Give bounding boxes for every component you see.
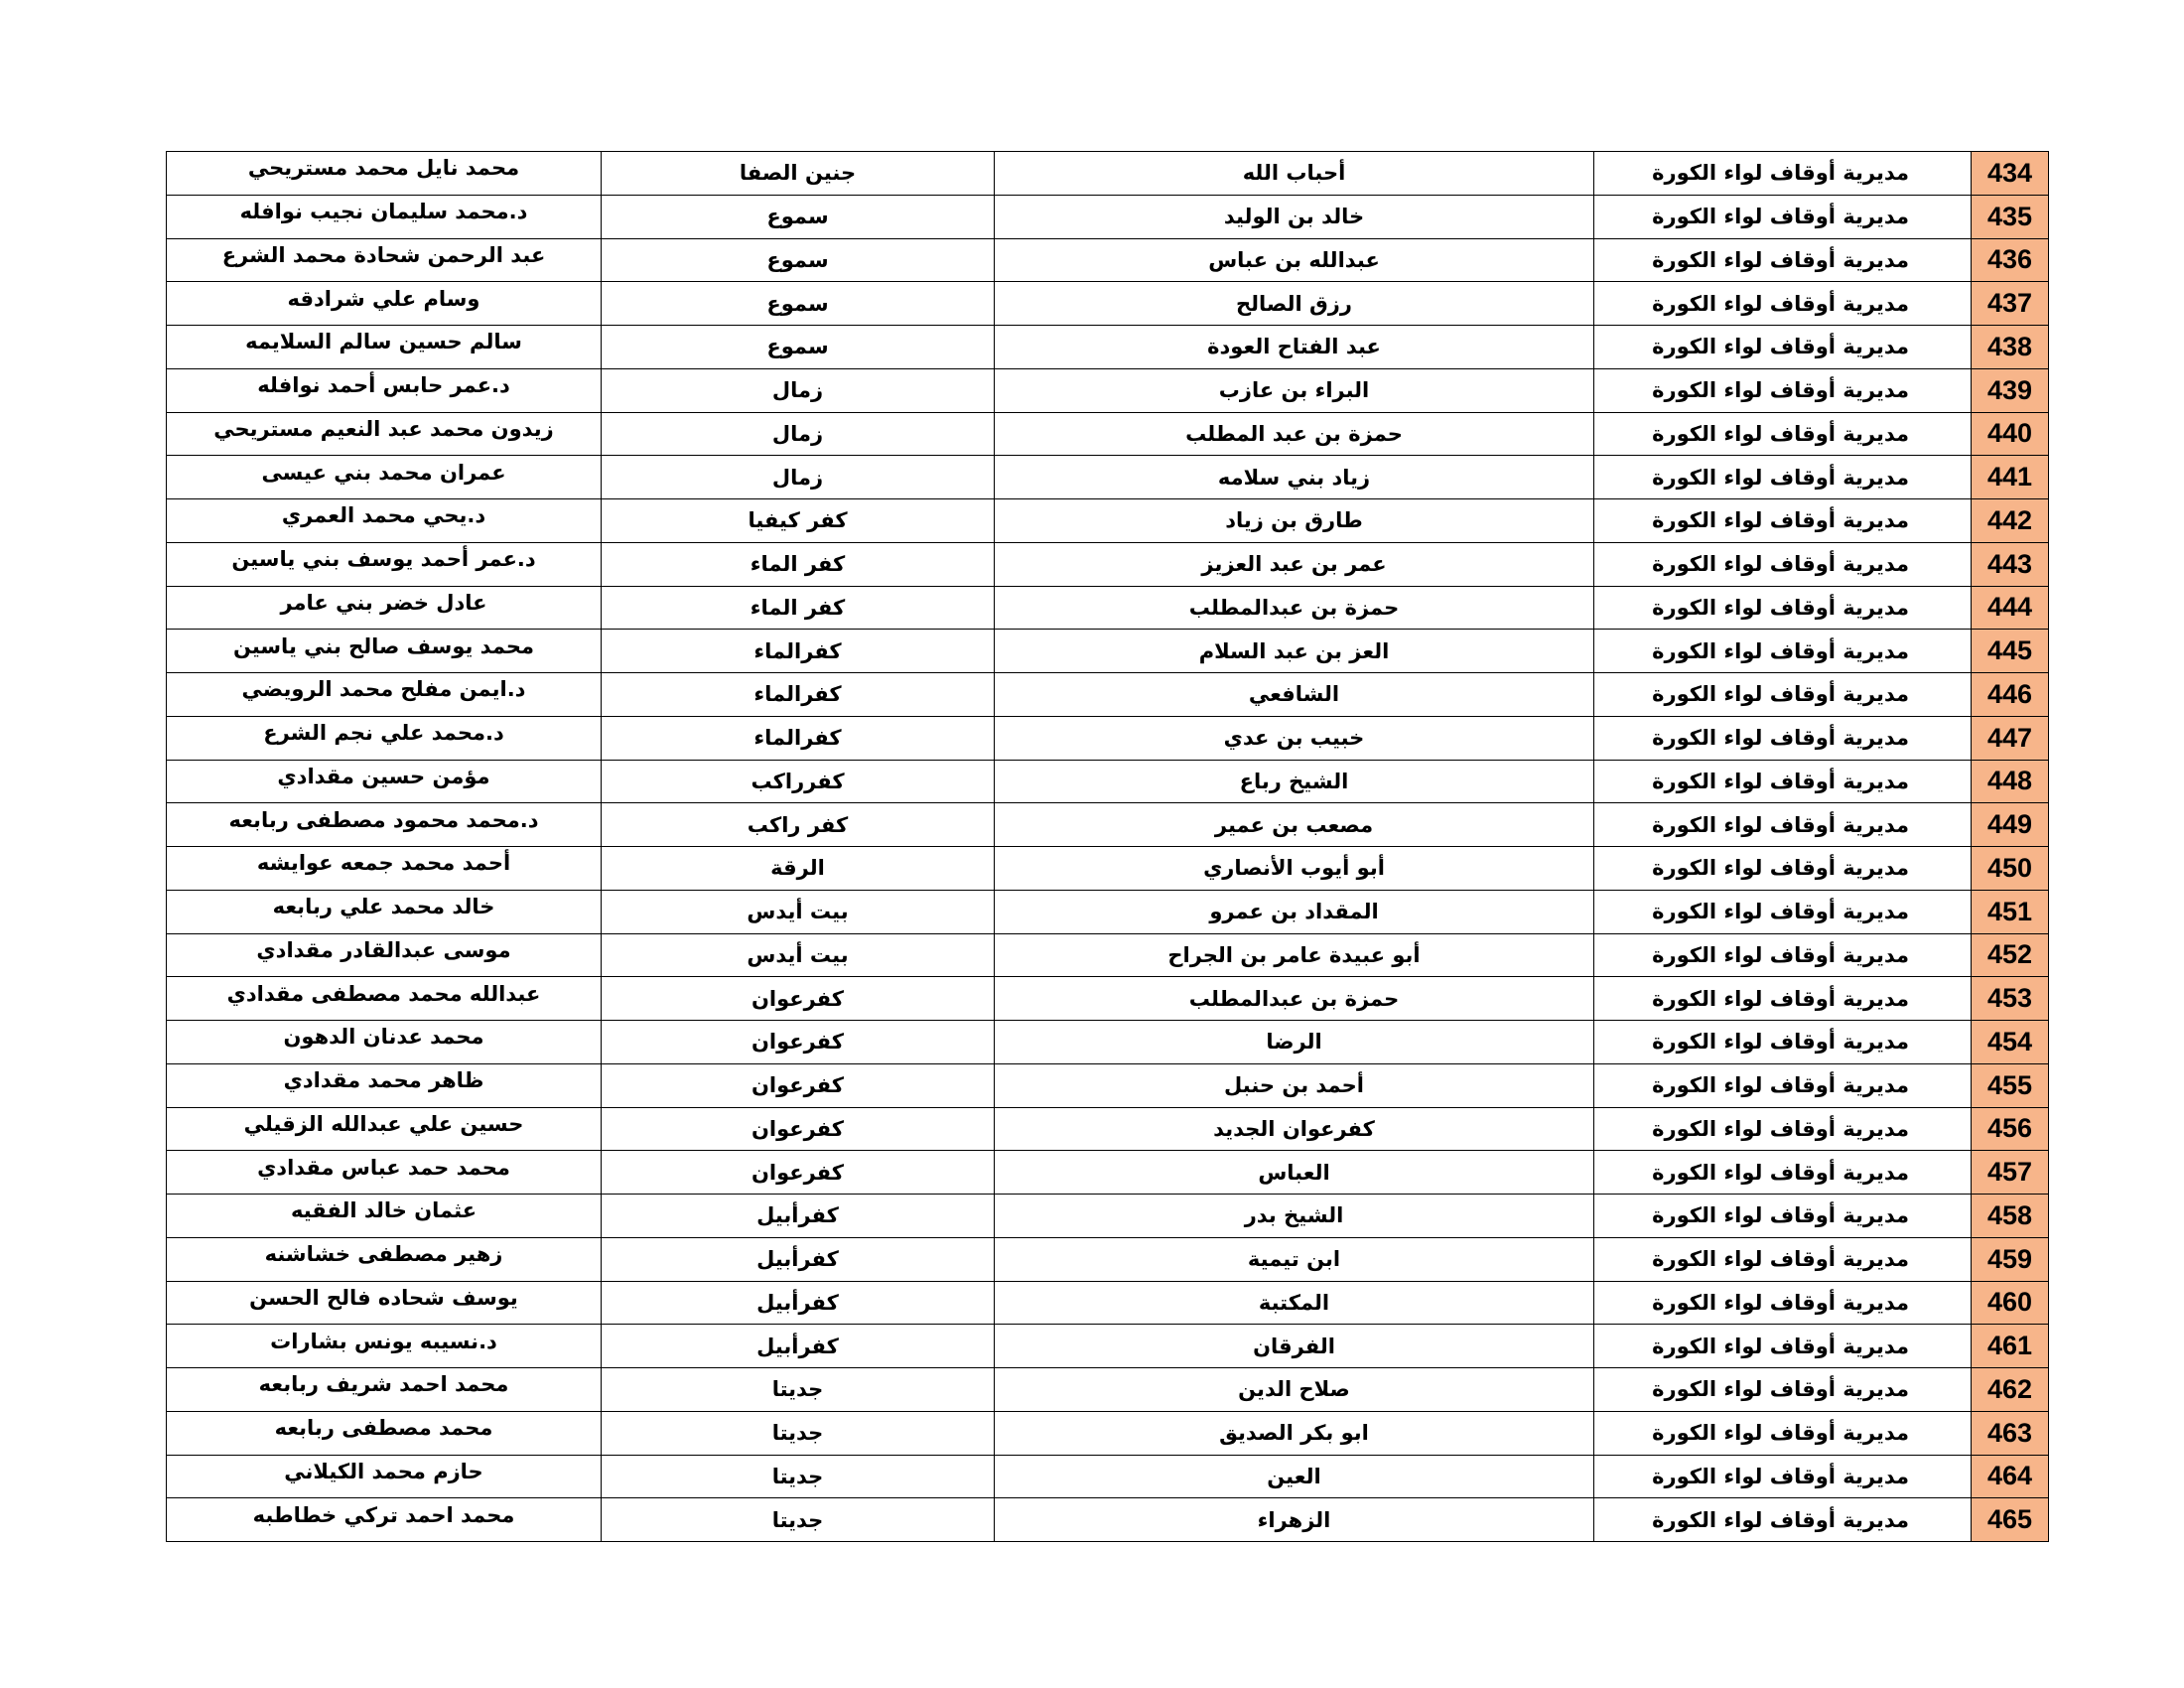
table-row <box>167 760 2049 803</box>
table-row <box>167 368 2049 412</box>
row-number: 460 <box>1972 1281 2049 1325</box>
mosque-cell: ابن تيمية <box>995 1237 1594 1281</box>
mosque-cell: المكتبة <box>995 1281 1594 1325</box>
imam-cell <box>167 282 602 326</box>
imam-name: محمد احمد شريف ربابعه <box>258 1372 509 1397</box>
directorate-cell: مديرية أوقاف لواء الكورة <box>1594 1498 1972 1542</box>
directorate-cell: مديرية أوقاف لواء الكورة <box>1594 586 1972 630</box>
directorate-cell: مديرية أوقاف لواء الكورة <box>1594 673 1972 717</box>
mosque-cell: المقداد بن عمرو <box>995 890 1594 933</box>
area-cell: كفر الماء <box>602 542 995 586</box>
table-row <box>167 803 2049 847</box>
mosque-cell: الرضا <box>995 1021 1594 1064</box>
row-number: 449 <box>1972 803 2049 847</box>
area-cell: جديتا <box>602 1368 995 1412</box>
mosque-cell: الشيخ بدر <box>995 1195 1594 1238</box>
mosque-cell: خالد بن الوليد <box>995 195 1594 238</box>
mosque-cell: عبدالله بن عباس <box>995 238 1594 282</box>
imam-cell <box>167 1151 602 1195</box>
table-row <box>167 1281 2049 1325</box>
area-cell: كفرعوان <box>602 977 995 1021</box>
imam-cell <box>167 195 602 238</box>
imam-name: د.محمد علي نجم الشرع <box>263 721 504 746</box>
area-cell: كفرأبيل <box>602 1195 995 1238</box>
area-cell: كفرأبيل <box>602 1237 995 1281</box>
area-cell: كفر راكب <box>602 803 995 847</box>
imam-cell <box>167 803 602 847</box>
imam-name: محمد مصطفى ربابعه <box>274 1416 493 1441</box>
directorate-cell: مديرية أوقاف لواء الكورة <box>1594 1455 1972 1498</box>
imam-cell <box>167 586 602 630</box>
row-number: 452 <box>1972 933 2049 977</box>
row-number: 435 <box>1972 195 2049 238</box>
table-row <box>167 630 2049 673</box>
directorate-cell: مديرية أوقاف لواء الكورة <box>1594 803 1972 847</box>
table-row <box>167 1107 2049 1151</box>
imam-name: عثمان خالد الفقيه <box>290 1198 478 1223</box>
directorate-cell: مديرية أوقاف لواء الكورة <box>1594 238 1972 282</box>
area-cell: كفرأبيل <box>602 1281 995 1325</box>
data-table <box>166 151 2049 1542</box>
row-number: 436 <box>1972 238 2049 282</box>
table-row <box>167 1455 2049 1498</box>
imam-cell <box>167 1195 602 1238</box>
row-number: 443 <box>1972 542 2049 586</box>
table-row <box>167 499 2049 543</box>
directorate-cell: مديرية أوقاف لواء الكورة <box>1594 412 1972 456</box>
mosque-cell: حمزة بن عبد المطلب <box>995 412 1594 456</box>
area-cell: كفرراكب <box>602 760 995 803</box>
row-number: 464 <box>1972 1455 2049 1498</box>
table-body <box>167 152 2049 1542</box>
imam-cell <box>167 890 602 933</box>
row-number: 444 <box>1972 586 2049 630</box>
row-number: 442 <box>1972 499 2049 543</box>
table-row <box>167 1195 2049 1238</box>
imam-cell <box>167 368 602 412</box>
imam-cell <box>167 1107 602 1151</box>
table-row <box>167 152 2049 196</box>
table-row <box>167 933 2049 977</box>
table-row <box>167 977 2049 1021</box>
row-number: 438 <box>1972 326 2049 369</box>
directorate-cell: مديرية أوقاف لواء الكورة <box>1594 1281 1972 1325</box>
area-cell: جنين الصفا <box>602 152 995 196</box>
imam-cell <box>167 716 602 760</box>
directorate-cell: مديرية أوقاف لواء الكورة <box>1594 456 1972 499</box>
table-row <box>167 326 2049 369</box>
directorate-cell: مديرية أوقاف لواء الكورة <box>1594 368 1972 412</box>
table-row <box>167 1151 2049 1195</box>
imam-cell <box>167 499 602 543</box>
directorate-cell: مديرية أوقاف لواء الكورة <box>1594 326 1972 369</box>
area-cell: زمال <box>602 456 995 499</box>
row-number: 458 <box>1972 1195 2049 1238</box>
table-row <box>167 1325 2049 1368</box>
row-number: 440 <box>1972 412 2049 456</box>
row-number: 437 <box>1972 282 2049 326</box>
area-cell: جديتا <box>602 1411 995 1455</box>
table-row <box>167 1498 2049 1542</box>
directorate-cell: مديرية أوقاف لواء الكورة <box>1594 847 1972 891</box>
directorate-cell: مديرية أوقاف لواء الكورة <box>1594 716 1972 760</box>
mosque-cell: ابو بكر الصديق <box>995 1411 1594 1455</box>
directorate-cell: مديرية أوقاف لواء الكورة <box>1594 499 1972 543</box>
mosque-cell: الفرقان <box>995 1325 1594 1368</box>
table-row <box>167 890 2049 933</box>
table-row <box>167 1021 2049 1064</box>
imam-cell <box>167 1063 602 1107</box>
imam-cell <box>167 326 602 369</box>
imam-cell <box>167 152 602 196</box>
directorate-cell: مديرية أوقاف لواء الكورة <box>1594 1195 1972 1238</box>
area-cell: كفرعوان <box>602 1151 995 1195</box>
table-row <box>167 1411 2049 1455</box>
row-number: 446 <box>1972 673 2049 717</box>
imam-cell <box>167 1325 602 1368</box>
row-number: 465 <box>1972 1498 2049 1542</box>
imam-name: محمد نايل محمد مستريحي <box>247 156 520 181</box>
directorate-cell: مديرية أوقاف لواء الكورة <box>1594 195 1972 238</box>
directorate-cell: مديرية أوقاف لواء الكورة <box>1594 933 1972 977</box>
directorate-cell: مديرية أوقاف لواء الكورة <box>1594 630 1972 673</box>
area-cell: الرقة <box>602 847 995 891</box>
imam-name: محمد عدنان الدهون <box>283 1025 484 1050</box>
mosque-cell: العز بن عبد السلام <box>995 630 1594 673</box>
mosque-cell: خبيب بن عدي <box>995 716 1594 760</box>
imam-cell <box>167 1368 602 1412</box>
imam-cell <box>167 542 602 586</box>
imam-cell <box>167 673 602 717</box>
imam-cell <box>167 977 602 1021</box>
directorate-cell: مديرية أوقاف لواء الكورة <box>1594 760 1972 803</box>
imam-name: د.نسيبه يونس بشارات <box>270 1329 497 1353</box>
imam-cell <box>167 630 602 673</box>
table-row <box>167 586 2049 630</box>
mosque-cell: الزهراء <box>995 1498 1594 1542</box>
imam-name: محمد حمد عباس مقدادي <box>257 1155 510 1180</box>
directorate-cell: مديرية أوقاف لواء الكورة <box>1594 1411 1972 1455</box>
imam-name: عبدالله محمد مصطفى مقدادي <box>226 981 541 1006</box>
row-number: 454 <box>1972 1021 2049 1064</box>
directorate-cell: مديرية أوقاف لواء الكورة <box>1594 1151 1972 1195</box>
row-number: 455 <box>1972 1063 2049 1107</box>
mosque-cell: أبو أيوب الأنصاري <box>995 847 1594 891</box>
row-number: 463 <box>1972 1411 2049 1455</box>
table-row <box>167 1063 2049 1107</box>
mosque-cell: البراء بن عازب <box>995 368 1594 412</box>
mosque-cell: زياد بني سلامه <box>995 456 1594 499</box>
area-cell: بيت أيدس <box>602 933 995 977</box>
imam-cell <box>167 847 602 891</box>
imam-name: د.عمر حابس أحمد نوافله <box>257 373 510 398</box>
imam-cell <box>167 1498 602 1542</box>
area-cell: سموع <box>602 195 995 238</box>
row-number: 434 <box>1972 152 2049 196</box>
table-row <box>167 716 2049 760</box>
directorate-cell: مديرية أوقاف لواء الكورة <box>1594 1368 1972 1412</box>
mosque-cell: أحمد بن حنبل <box>995 1063 1594 1107</box>
mosque-cell: طارق بن زياد <box>995 499 1594 543</box>
area-cell: كفرالماء <box>602 716 995 760</box>
imam-name: حازم محمد الكيلاني <box>284 1459 483 1483</box>
directorate-cell: مديرية أوقاف لواء الكورة <box>1594 1107 1972 1151</box>
row-number: 445 <box>1972 630 2049 673</box>
table-row <box>167 847 2049 891</box>
mosque-cell: مصعب بن عمير <box>995 803 1594 847</box>
mosque-cell: العين <box>995 1455 1594 1498</box>
area-cell: جديتا <box>602 1498 995 1542</box>
imam-cell <box>167 1411 602 1455</box>
area-cell: كفر كيفيا <box>602 499 995 543</box>
imam-name: أحمد محمد جمعه عوايشه <box>256 851 511 876</box>
imam-cell <box>167 1455 602 1498</box>
row-number: 447 <box>1972 716 2049 760</box>
table-row <box>167 542 2049 586</box>
row-number: 451 <box>1972 890 2049 933</box>
imam-cell <box>167 760 602 803</box>
row-number: 462 <box>1972 1368 2049 1412</box>
imam-name: د.محمد سليمان نجيب نوافله <box>239 200 528 224</box>
imam-name: سالم حسين سالم السلايمه <box>245 330 522 354</box>
mosque-cell: رزق الصالح <box>995 282 1594 326</box>
directorate-cell: مديرية أوقاف لواء الكورة <box>1594 542 1972 586</box>
imam-cell <box>167 238 602 282</box>
area-cell: كفرعوان <box>602 1107 995 1151</box>
area-cell: بيت أيدس <box>602 890 995 933</box>
directorate-cell: مديرية أوقاف لواء الكورة <box>1594 152 1972 196</box>
imam-name: محمد احمد تركي خطاطبه <box>252 1502 515 1527</box>
area-cell: زمال <box>602 368 995 412</box>
imam-cell <box>167 1021 602 1064</box>
imam-name: د.يحي محمد العمري <box>281 503 486 528</box>
mosque-cell: أحباب الله <box>995 152 1594 196</box>
table-row <box>167 673 2049 717</box>
row-number: 441 <box>1972 456 2049 499</box>
imam-cell <box>167 456 602 499</box>
row-number: 453 <box>1972 977 2049 1021</box>
imam-cell <box>167 412 602 456</box>
imam-name: وسام علي شرادقه <box>287 286 480 311</box>
area-cell: زمال <box>602 412 995 456</box>
imam-cell <box>167 1237 602 1281</box>
area-cell: كفرأبيل <box>602 1325 995 1368</box>
imam-name: محمد يوسف صالح بني ياسين <box>232 633 535 658</box>
row-number: 457 <box>1972 1151 2049 1195</box>
row-number: 459 <box>1972 1237 2049 1281</box>
directorate-cell: مديرية أوقاف لواء الكورة <box>1594 977 1972 1021</box>
imam-name: زيدون محمد عبد النعيم مستريحي <box>213 416 554 441</box>
table-row <box>167 1237 2049 1281</box>
mosque-cell: كفرعوان الجديد <box>995 1107 1594 1151</box>
mosque-cell: أبو عبيدة عامر بن الجراح <box>995 933 1594 977</box>
mosque-cell: عمر بن عبد العزيز <box>995 542 1594 586</box>
area-cell: كفرالماء <box>602 630 995 673</box>
row-number: 439 <box>1972 368 2049 412</box>
directorate-cell: مديرية أوقاف لواء الكورة <box>1594 890 1972 933</box>
imam-name: د.ايمن مفلح محمد الرويضي <box>241 677 526 702</box>
row-number: 450 <box>1972 847 2049 891</box>
row-number: 456 <box>1972 1107 2049 1151</box>
row-number: 448 <box>1972 760 2049 803</box>
table-row <box>167 238 2049 282</box>
area-cell: كفر الماء <box>602 586 995 630</box>
imam-name: يوسف شحاده فالح الحسن <box>249 1285 518 1310</box>
mosque-cell: الشيخ رباع <box>995 760 1594 803</box>
mosque-cell: صلاح الدين <box>995 1368 1594 1412</box>
imam-name: حسين علي عبدالله الزقيلي <box>243 1111 524 1136</box>
area-cell: كفرالماء <box>602 673 995 717</box>
area-cell: سموع <box>602 238 995 282</box>
imam-name: عمران محمد بني عيسى <box>261 460 506 485</box>
imam-cell <box>167 1281 602 1325</box>
imam-name: موسى عبدالقادر مقدادي <box>256 937 511 962</box>
imam-name: د.عمر أحمد يوسف بني ياسين <box>231 547 536 572</box>
imam-name: د.محمد محمود مصطفى ربابعه <box>228 807 539 832</box>
imam-name: عادل خضر بني عامر <box>280 590 487 615</box>
mosque-cell: الشافعي <box>995 673 1594 717</box>
directorate-cell: مديرية أوقاف لواء الكورة <box>1594 1325 1972 1368</box>
mosque-cell: العباس <box>995 1151 1594 1195</box>
mosque-cell: حمزة بن عبدالمطلب <box>995 977 1594 1021</box>
table-row <box>167 1368 2049 1412</box>
row-number: 461 <box>1972 1325 2049 1368</box>
table-row <box>167 412 2049 456</box>
imam-name: زهير مصطفى خشاشنه <box>264 1242 503 1267</box>
directorate-cell: مديرية أوقاف لواء الكورة <box>1594 1021 1972 1064</box>
imam-name: مؤمن حسين مقدادي <box>277 764 490 788</box>
directorate-cell: مديرية أوقاف لواء الكورة <box>1594 282 1972 326</box>
area-cell: جديتا <box>602 1455 995 1498</box>
area-cell: سموع <box>602 282 995 326</box>
table-row <box>167 456 2049 499</box>
table-row <box>167 195 2049 238</box>
imam-name: عبد الرحمن شحادة محمد الشرع <box>221 242 546 267</box>
area-cell: سموع <box>602 326 995 369</box>
directorate-cell: مديرية أوقاف لواء الكورة <box>1594 1063 1972 1107</box>
area-cell: كفرعوان <box>602 1063 995 1107</box>
imam-name: ظاهر محمد مقدادي <box>283 1068 484 1093</box>
mosque-cell: عبد الفتاح العودة <box>995 326 1594 369</box>
imam-cell <box>167 933 602 977</box>
mosque-cell: حمزة بن عبدالمطلب <box>995 586 1594 630</box>
imam-name: خالد محمد علي ربابعه <box>272 895 495 919</box>
directorate-cell: مديرية أوقاف لواء الكورة <box>1594 1237 1972 1281</box>
table-row <box>167 282 2049 326</box>
area-cell: كفرعوان <box>602 1021 995 1064</box>
